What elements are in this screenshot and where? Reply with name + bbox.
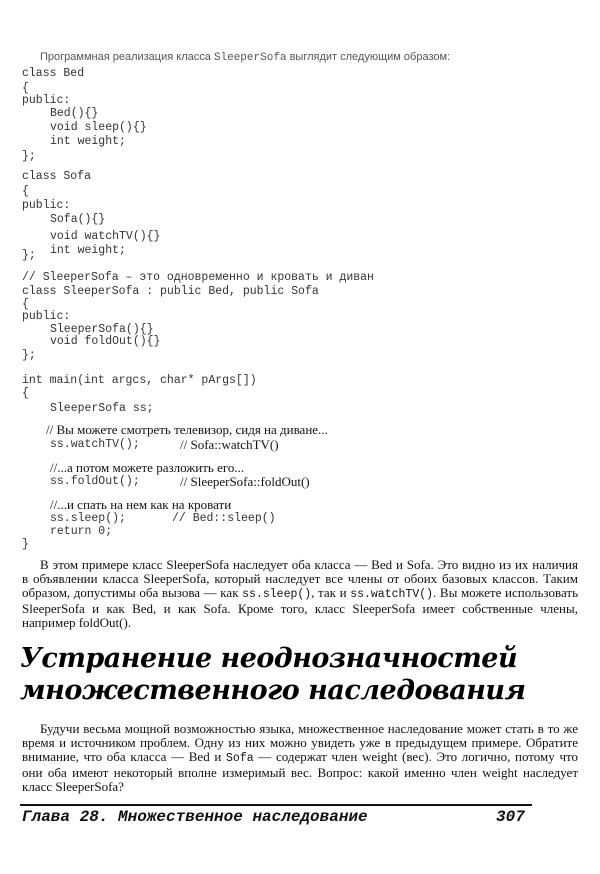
footer-rule	[20, 804, 532, 806]
code-line: ss.sleep();	[50, 512, 126, 525]
code-line: SleeperSofa(){}	[50, 323, 154, 336]
paragraph-2	[22, 722, 578, 794]
code-line: int weight;	[50, 135, 126, 148]
text: В этом примере класс SleeperSofa наследует оба класса — Bed и Sofa. Это видно из их наличия в объявлении класса SleeperSofa, который наследует все члены от обоих базовых классов. Таким образом, допустимы оба вызова — как	[22, 557, 578, 600]
intro-post: выглядит следующим образом:	[286, 51, 451, 63]
code-line: public:	[22, 199, 71, 212]
code-line: {	[22, 185, 29, 198]
inline-code: ss.sleep()	[242, 588, 312, 601]
code-line: public:	[22, 310, 71, 323]
code-line: SleeperSofa ss;	[50, 402, 154, 415]
code-line: };	[22, 349, 36, 362]
code-line: {	[22, 82, 29, 95]
code-line: void watchTV(){}	[50, 230, 161, 243]
code-comment: // Вы можете смотреть телевизор, сидя на диване...	[46, 422, 328, 437]
code-line: class SleeperSofa : public Bed, public Sofa	[22, 285, 319, 298]
text: Будучи весьма мощной возможностью языка, множественное наследование может стать в то же время и источником проблем. Одну из них можно увидеть уже в предыдущем примере. Обратите внимание, что оба класса — Bed и	[22, 721, 578, 764]
section-heading-line-2: множественного наследования	[20, 675, 526, 706]
code-line: };	[22, 249, 36, 262]
code-comment: //...а потом можете разложить его...	[50, 460, 245, 475]
text: , так и	[311, 585, 351, 600]
code-line: int weight;	[50, 244, 126, 257]
intro-text	[40, 50, 450, 65]
text: . Вы можете использовать SleeperSofa и как Bed, и как Sofa. Кроме того, класс SleeperSofa имеет собственные члены, например foldOut().	[22, 585, 579, 630]
inline-code: Sofa	[226, 752, 254, 765]
code-line: class Sofa	[22, 170, 92, 183]
text: — содержат член weight (вес). Это логично, потому что они оба имеют некоторый вполне измеримый вес. Вопрос: какой именно член weight наследует класс SleeperSofa?	[22, 749, 578, 794]
code-line: ss.watchTV();	[50, 438, 140, 451]
code-line: {	[22, 387, 29, 400]
code-line: void foldOut(){}	[50, 335, 161, 348]
code-comment: // Bed::sleep()	[172, 512, 276, 525]
code-line: void sleep(){}	[50, 121, 147, 134]
code-line: {	[22, 298, 29, 311]
page-number: 307	[496, 808, 525, 826]
code-line: return 0;	[50, 525, 113, 538]
section-heading-line-1: Устранение неоднозначностей	[20, 643, 518, 674]
code-line: Bed(){}	[50, 107, 99, 120]
code-line: class Bed	[22, 67, 85, 80]
code-line: };	[22, 150, 36, 163]
code-line: ss.foldOut();	[50, 475, 140, 488]
intro-pre: Программная реализация класса	[40, 51, 214, 63]
code-line: Sofa(){}	[50, 213, 106, 226]
code-comment: // Sofa::watchTV()	[180, 437, 279, 452]
code-line: int main(int argcs, char* pArgs[])	[22, 374, 257, 387]
intro-class: SleeperSofa	[213, 52, 287, 64]
chapter-title: Глава 28. Множественное наследование	[22, 808, 368, 826]
paragraph-1	[22, 558, 578, 630]
code-comment: //...и спать на нем как на кровати	[50, 497, 232, 512]
code-line: // SleeperSofa – это одновременно и кровать и диван	[22, 271, 374, 284]
inline-code: ss.watchTV()	[350, 588, 434, 601]
code-line: }	[22, 538, 29, 551]
code-comment: // SleeperSofa::foldOut()	[180, 474, 310, 489]
code-line: public:	[22, 94, 71, 107]
